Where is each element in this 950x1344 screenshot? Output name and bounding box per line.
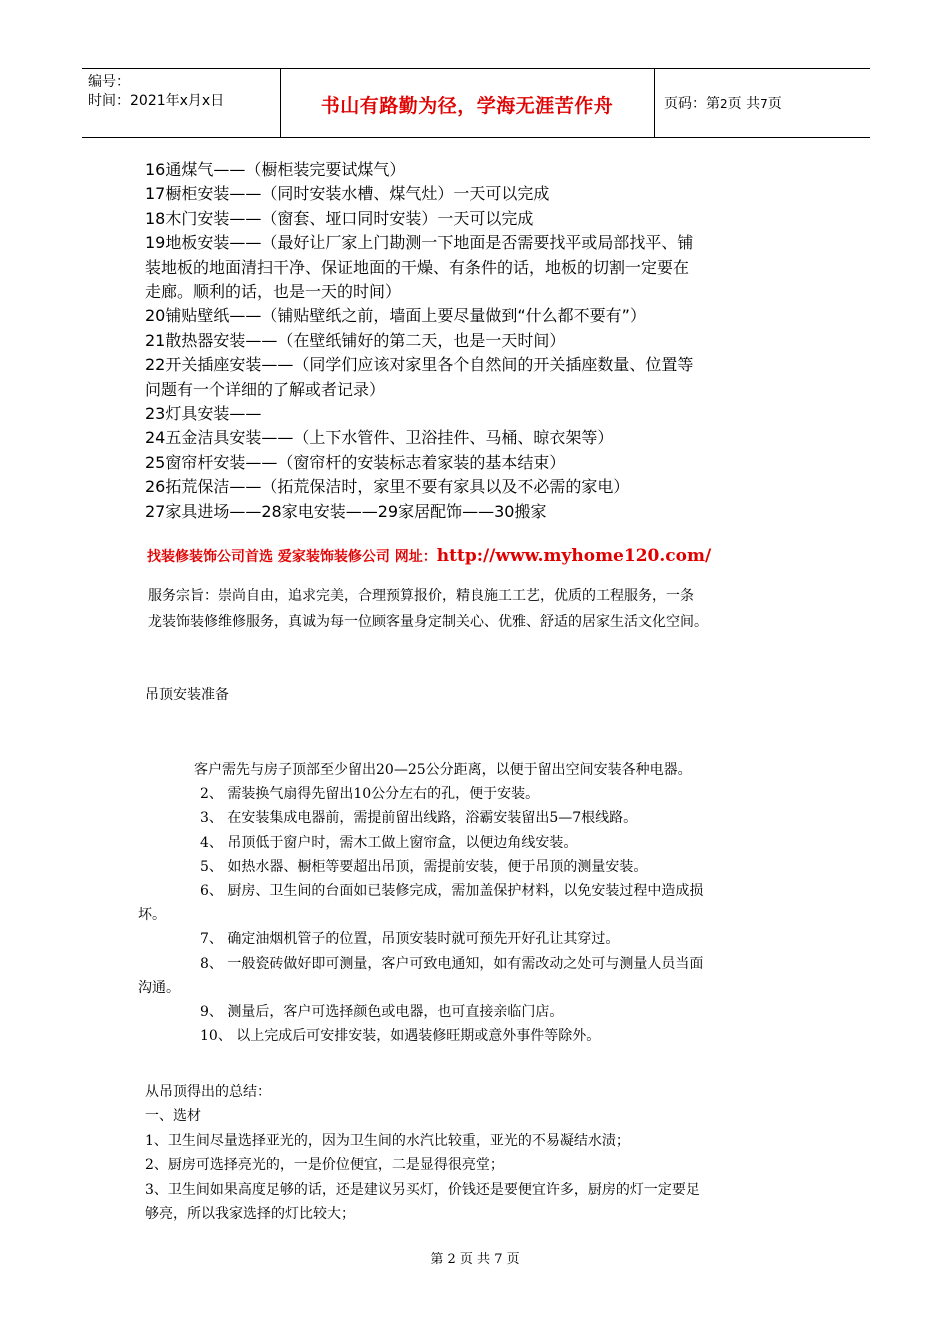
list-item: 4、 吊顶低于窗户时，需木工做上窗帘盒，以便边角线安装。 [200,834,578,851]
list-item-continuation: 沟通。 [138,979,180,996]
list-item: 6、 厨房、卫生间的台面如已装修完成，需加盖保护材料，以免安装过程中造成损 [200,883,704,900]
page-prefix: 页码：第 [664,96,720,112]
ad-url-link[interactable]: http://www.myhome120.com/ [436,546,712,566]
step-line: 走廊。顺利的话，也是一天的时间） [145,282,402,302]
list-item: 8、 一般瓷砖做好即可测量，客户可致电通知，如有需改动之处可与测量人员当面 [200,955,704,972]
summary-line: 1、卫生间尽量选择亚光的，因为卫生间的水汽比较重，亚光的不易凝结水渍； [145,1132,630,1149]
list-item: 5、 如热水器、橱柜等要超出吊顶，需提前安装，便于吊顶的测量安装。 [200,858,648,875]
step-line: 17橱柜安装——（同时安装水槽、煤气灶）一天可以完成 [145,184,550,204]
ceiling-summary [145,1080,825,1226]
step-line: 22开关插座安装——（同学们应该对家里各个自然间的开关插座数量、位置等 [145,355,694,375]
step-line: 26拓荒保洁——（拓荒保洁时，家里不要有家具以及不必需的家电） [145,477,630,497]
page-number: 2 [720,97,728,111]
summary-line: 够亮，所以我家选择的灯比较大； [145,1206,355,1223]
step-line: 23灯具安装—— [145,404,262,424]
list-item: 7、 确定油烟机管子的位置，吊顶安装时就可预先开好孔让其穿过。 [200,931,620,948]
step-line: 16通煤气——（橱柜装完要试煤气） [145,160,406,179]
header-divider [654,69,655,137]
ad-text: 找装修装饰公司首选 爱家装饰装修公司 网址： [147,549,437,565]
page-total: 7 [760,97,768,111]
step-line: 21散热器安装——（在壁纸铺好的第二天，也是一天时间） [145,330,566,350]
renovation-steps [145,158,825,524]
summary-line: 3、卫生间如果高度足够的话，还是建议另买灯，价钱还是要便宜许多，厨房的灯一定要足 [145,1181,700,1198]
ceiling-section-title: 吊顶安装准备 [145,687,229,703]
step-line: 问题有一个详细的了解或者记录） [145,379,386,399]
ceiling-prep-list [138,758,818,1048]
company-ad [147,546,711,566]
time-label: 时间：2021年x月x日 [88,93,225,109]
step-line: 24五金洁具安装——（上下水管件、卫浴挂件、马桶、晾衣架等） [145,428,614,448]
list-item: 3、 在安装集成电器前，需提前留出线路，浴霸安装留出5—7根线路。 [200,810,638,827]
service-line: 龙装饰装修维修服务，真诚为每一位顾客量身定制关心、优雅、舒适的居家生活文化空间。 [148,614,708,630]
step-line: 25窗帘杆安装——（窗帘杆的安装标志着家装的基本结束） [145,452,566,472]
header-page-info [664,93,782,113]
step-line: 18木门安装——（窗套、垭口同时安装）一天可以完成 [145,208,534,228]
page-mid: 页 共 [727,96,761,112]
step-line: 27家具进场——28家电安装——29家居配饰——30搬家 [145,501,547,521]
service-line: 服务宗旨：崇尚自由，追求完美，合理预算报价，精良施工工艺，优质的工程服务，一条 [148,588,694,604]
header-left-cell [88,73,278,111]
list-item: 2、 需装换气扇得先留出10公分左右的孔，便于安装。 [200,786,540,803]
header-motto: 书山有路勤为径，学海无涯苦作舟 [320,95,614,117]
step-line: 19地板安装——（最好让厂家上门勘测一下地面是否需要找平或局部找平、铺 [145,233,694,253]
page-suffix: 页 [767,96,782,112]
list-item-continuation: 坏。 [138,907,166,924]
summary-line: 从吊顶得出的总结： [145,1084,271,1100]
summary-line: 2、厨房可选择亮光的，一是价位便宜，二是显得很亮堂； [145,1157,504,1174]
page-footer: 第 2 页 共 7 页 [430,1252,520,1267]
list-item: 客户需先与房子顶部至少留出20—25公分距离，以便于留出空间安装各种电器。 [194,762,692,778]
service-statement [148,583,818,635]
list-item: 10、 以上完成后可安排安装，如遇装修旺期或意外事件等除外。 [200,1028,601,1045]
page-header [82,68,870,138]
step-line: 20铺贴壁纸——（铺贴壁纸之前，墙面上要尽量做到“什么都不要有”） [145,306,646,326]
summary-line: 一、选材 [145,1108,201,1125]
number-label: 编号： [88,74,130,90]
list-item: 9、 测量后，客户可选择颜色或电器，也可直接亲临门店。 [200,1004,564,1021]
step-line: 装地板的地面清扫干净、保证地面的干燥、有条件的话，地板的切割一定要在 [145,257,690,277]
